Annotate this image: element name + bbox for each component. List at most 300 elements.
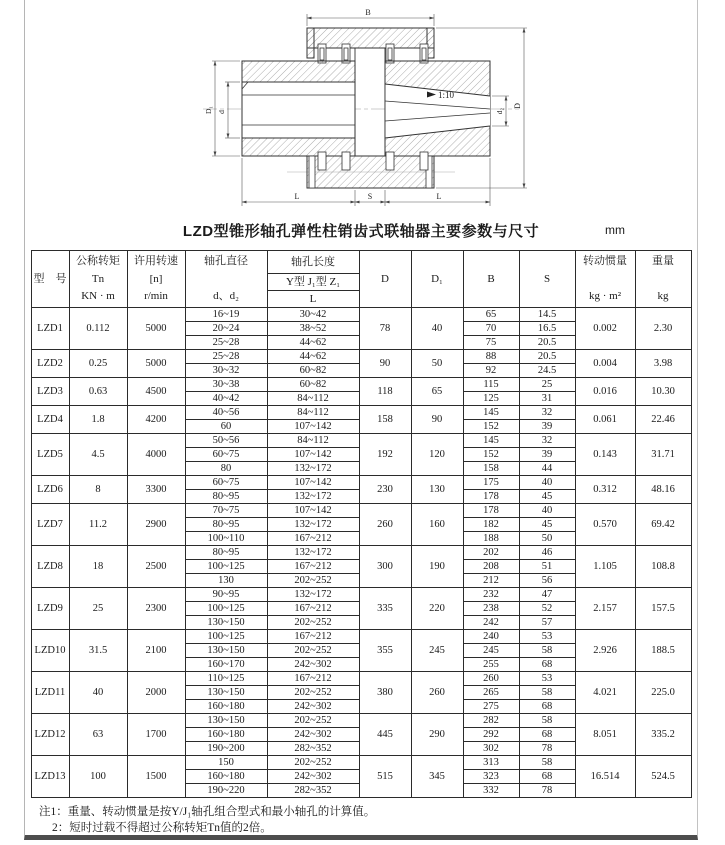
dim-D1-cell: 50 [411,350,463,378]
dim-S-cell: 58 [519,644,575,658]
col-header-inertia [575,251,635,308]
dim-D-cell: 300 [359,546,411,588]
dim-S-cell: 78 [519,784,575,798]
unit-label: mm [605,223,625,237]
bore-len-cell: 44~62 [267,336,359,350]
inertia-cell: 2.157 [575,588,635,630]
torque-cell: 1.8 [69,406,127,434]
inertia-cell: 8.051 [575,714,635,756]
model-group [31,756,691,798]
dim-B-cell: 178 [463,490,519,504]
inertia-cell: 4.021 [575,672,635,714]
torque-cell: 100 [69,756,127,798]
speed-cell: 2100 [127,630,185,672]
table-row [31,378,691,392]
dim-D-cell: 260 [359,504,411,546]
model-cell: LZD8 [31,546,69,588]
dim-B-cell: 212 [463,574,519,588]
inertia-cell: 0.016 [575,378,635,406]
speed-header-line: 许用转速 [134,255,178,268]
bore-len-cell: 202~252 [267,714,359,728]
dim-D-cell: 445 [359,714,411,756]
dim-L-right-label: L [436,192,442,201]
dim-S-cell: 40 [519,476,575,490]
speed-cell: 4500 [127,378,185,406]
bore-dia-cell: 25~28 [185,350,267,364]
bore-len-cell: 202~252 [267,616,359,630]
dim-B-cell: 313 [463,756,519,770]
dim-B-cell: 182 [463,518,519,532]
bore-dia-cell: 80~95 [185,518,267,532]
speed-cell: 2000 [127,672,185,714]
dim-D-cell: 78 [359,308,411,350]
dim-B-cell: 265 [463,686,519,700]
torque-cell: 25 [69,588,127,630]
inertia-cell: 0.143 [575,434,635,476]
left-hub [242,61,355,156]
col-header-D: D [359,251,411,308]
bore-len-cell: 167~212 [267,602,359,616]
model-group [31,350,691,378]
torque-header-line: 公称转矩 [76,255,120,268]
model-group [31,406,691,434]
bore-len-cell: 167~212 [267,630,359,644]
bore-len-cell: 84~112 [267,434,359,448]
bore-dia-cell: 130~150 [185,686,267,700]
speed-cell: 1500 [127,756,185,798]
model-cell: LZD2 [31,350,69,378]
dim-S-cell: 68 [519,728,575,742]
bore-dia-cell: 150 [185,756,267,770]
bore-len-cell: 132~172 [267,588,359,602]
torque-cell: 8 [69,476,127,504]
model-group [31,672,691,714]
bore-len-cell: 38~52 [267,322,359,336]
torque-cell: 40 [69,672,127,714]
dim-S-cell: 53 [519,672,575,686]
bore-len-cell: 282~352 [267,742,359,756]
bore-dia-cell: 25~28 [185,336,267,350]
taper-ratio-label: 1:10 [438,90,455,100]
bore-len-cell: 84~112 [267,392,359,406]
dim-S-label: S [367,192,373,201]
dim-B-cell: 332 [463,784,519,798]
weight-cell: 157.5 [635,588,691,630]
speed-header-line: [n] [149,272,163,285]
dim-S-cell: 58 [519,714,575,728]
dim-D-cell: 515 [359,756,411,798]
bore-dia-cell: 160~180 [185,728,267,742]
bore-len-cell: 242~302 [267,770,359,784]
col-header-S: S [519,251,575,308]
dim-S-cell: 39 [519,420,575,434]
bore-dia-cell: 100~125 [185,560,267,574]
col-header-model: 型 号 [31,251,69,308]
model-cell: LZD11 [31,672,69,714]
weight-cell: 31.71 [635,434,691,476]
dim-D1-cell: 345 [411,756,463,798]
dim-S-cell: 78 [519,742,575,756]
torque-cell: 4.5 [69,434,127,476]
dim-D1 [204,61,240,156]
bore-dia-cell: 100~125 [185,630,267,644]
inertia-cell: 1.105 [575,546,635,588]
dim-D-cell: 158 [359,406,411,434]
torque-header-line: KN · m [81,289,115,302]
speed-cell: 1700 [127,714,185,756]
bore-dia-cell: 100~110 [185,532,267,546]
dim-B-cell: 260 [463,672,519,686]
dim-B-cell: 178 [463,504,519,518]
bore-len-cell: 107~142 [267,420,359,434]
dim-B-cell: 202 [463,546,519,560]
torque-cell: 31.5 [69,630,127,672]
dim-S-cell: 40 [519,504,575,518]
table-notes [39,804,697,836]
model-group [31,630,691,672]
bore-dia-cell: 16~19 [185,308,267,322]
right-hub [385,61,490,156]
bore-dia-cell: 60~75 [185,448,267,462]
dim-L-left-label: L [294,192,300,201]
bore-dia-cell: 100~125 [185,602,267,616]
col-header-torque [69,251,127,308]
col-header-speed [127,251,185,308]
col-header-bore-length-L: L [267,291,359,308]
bore-dia-cell: 190~200 [185,742,267,756]
bore-len-cell: 167~212 [267,532,359,546]
dim-B-cell: 152 [463,448,519,462]
table-row [31,350,691,364]
dim-D1-cell: 120 [411,434,463,476]
table-row [31,714,691,728]
table-row [31,504,691,518]
dim-S-cell: 53 [519,630,575,644]
title-row [25,220,697,242]
dim-D-cell: 380 [359,672,411,714]
dim-B-cell: 175 [463,476,519,490]
dim-d [217,82,240,138]
speed-cell: 4000 [127,434,185,476]
dim-S-cell: 16.5 [519,322,575,336]
bore-len-cell: 202~252 [267,644,359,658]
weight-cell: 48.16 [635,476,691,504]
speed-cell: 3300 [127,476,185,504]
bore-dia-cell: 40~42 [185,392,267,406]
dim-S-cell: 32 [519,406,575,420]
bore-dia-cell: 60~75 [185,476,267,490]
bore-dia-cell: 160~170 [185,658,267,672]
table-row [31,406,691,420]
speed-cell: 2300 [127,588,185,630]
bore-len-cell: 282~352 [267,784,359,798]
bore-len-cell: 60~82 [267,378,359,392]
dim-S-cell: 52 [519,602,575,616]
table-row [31,476,691,490]
dim-D-cell: 335 [359,588,411,630]
bore-len-cell: 132~172 [267,518,359,532]
table-row [31,672,691,686]
bore-dia-header-line: 轴孔直径 [204,255,248,267]
dim-B-cell: 302 [463,742,519,756]
dim-S-cell: 50 [519,532,575,546]
inertia-header-line: kg · m² [588,290,622,302]
dim-D-cell: 230 [359,476,411,504]
torque-cell: 0.63 [69,378,127,406]
dim-S-cell: 31 [519,392,575,406]
bore-dia-cell: 40~56 [185,406,267,420]
dim-S-cell: 20.5 [519,350,575,364]
dim-S-cell: 45 [519,490,575,504]
weight-header-line: 重量 [652,255,674,267]
col-header-bore-length-types: Y型 J₁型 Z₁ [267,274,359,291]
model-group [31,476,691,504]
bore-len-cell: 107~142 [267,476,359,490]
weight-cell: 188.5 [635,630,691,672]
weight-cell: 3.98 [635,350,691,378]
bore-dia-cell: 80~95 [185,546,267,560]
col-header-bore-diameter [185,251,267,308]
model-group [31,588,691,630]
inertia-cell: 2.926 [575,630,635,672]
model-group [31,504,691,546]
dim-S-cell: 58 [519,686,575,700]
bore-dia-cell: 30~32 [185,364,267,378]
dim-S-cell: 47 [519,588,575,602]
dim-S-cell: 44 [519,462,575,476]
spec-table [31,250,692,798]
dim-S-cell: 45 [519,518,575,532]
dim-B-cell: 152 [463,420,519,434]
dim-S-cell: 20.5 [519,336,575,350]
dim-S-cell: 24.5 [519,364,575,378]
model-cell: LZD13 [31,756,69,798]
bore-dia-cell: 80~95 [185,490,267,504]
inertia-header-line: 转动惯量 [583,255,627,267]
dim-d-label: d [217,110,226,114]
bore-dia-cell: 130 [185,574,267,588]
speed-header-line: r/min [144,289,168,302]
dim-B-cell: 238 [463,602,519,616]
bore-dia-cell: 130~150 [185,714,267,728]
bore-dia-cell: 190~220 [185,784,267,798]
weight-cell: 22.46 [635,406,691,434]
weight-cell: 225.0 [635,672,691,714]
bore-len-cell: 84~112 [267,406,359,420]
bore-len-cell: 167~212 [267,672,359,686]
model-cell: LZD4 [31,406,69,434]
weight-cell: 108.8 [635,546,691,588]
model-cell: LZD10 [31,630,69,672]
model-cell: LZD9 [31,588,69,630]
dim-B-cell: 255 [463,658,519,672]
dim-S-cell: 32 [519,434,575,448]
dim-D1-cell: 220 [411,588,463,630]
bore-len-cell: 132~172 [267,462,359,476]
col-header-B: B [463,251,519,308]
table-row [31,588,691,602]
weight-cell: 335.2 [635,714,691,756]
dim-S-cell: 68 [519,700,575,714]
table-row [31,546,691,560]
dim-S-cell: 56 [519,574,575,588]
table-row [31,630,691,644]
bore-len-cell: 242~302 [267,728,359,742]
inertia-cell: 16.514 [575,756,635,798]
dim-B-cell: 115 [463,378,519,392]
speed-cell: 4200 [127,406,185,434]
bore-dia-header-line: d、d₂ [213,290,239,302]
bore-len-cell: 167~212 [267,560,359,574]
dim-S-cell: 39 [519,448,575,462]
model-group [31,546,691,588]
model-group [31,714,691,756]
dim-B-cell: 125 [463,392,519,406]
model-cell: LZD1 [31,308,69,350]
center-web [355,48,385,156]
coupling-cross-section-drawing [187,6,535,214]
dim-D1-label: D₁ [204,105,213,115]
dim-B-label: B [365,8,371,17]
dim-D-cell: 118 [359,378,411,406]
torque-cell: 63 [69,714,127,756]
model-group [31,434,691,476]
dim-B-cell: 232 [463,588,519,602]
dim-B-cell: 282 [463,714,519,728]
bore-len-cell: 107~142 [267,504,359,518]
dim-B-cell: 158 [463,462,519,476]
dim-S-cell: 57 [519,616,575,630]
bore-dia-cell: 80 [185,462,267,476]
bore-dia-cell: 160~180 [185,770,267,784]
dim-D1-cell: 260 [411,672,463,714]
bore-dia-cell: 60 [185,420,267,434]
model-cell: LZD12 [31,714,69,756]
dim-D-cell: 192 [359,434,411,476]
dim-D-cell: 355 [359,630,411,672]
dim-D1-cell: 40 [411,308,463,350]
weight-cell: 69.42 [635,504,691,546]
bore-len-cell: 107~142 [267,448,359,462]
torque-cell: 0.112 [69,308,127,350]
col-header-weight [635,251,691,308]
dim-D1-cell: 290 [411,714,463,756]
col-header-bore-length: 轴孔长度 [267,251,359,274]
dim-B-cell: 75 [463,336,519,350]
table-row [31,308,691,322]
model-group [31,308,691,350]
dim-B-cell: 208 [463,560,519,574]
bore-dia-cell: 110~125 [185,672,267,686]
model-group [31,378,691,406]
inertia-cell: 0.061 [575,406,635,434]
weight-header-line: kg [657,290,669,302]
dim-D1-cell: 245 [411,630,463,672]
dim-B-cell: 275 [463,700,519,714]
dim-D1-cell: 190 [411,546,463,588]
inertia-cell: 0.312 [575,476,635,504]
dim-S-cell: 68 [519,658,575,672]
dim-B-cell: 92 [463,364,519,378]
weight-cell: 10.30 [635,378,691,406]
dim-B-cell: 323 [463,770,519,784]
model-cell: LZD7 [31,504,69,546]
speed-cell: 5000 [127,308,185,350]
inertia-cell: 0.002 [575,308,635,350]
bore-len-cell: 242~302 [267,700,359,714]
dim-S-cell: 68 [519,770,575,784]
inertia-cell: 0.004 [575,350,635,378]
col-header-D1: D₁ [411,251,463,308]
model-cell: LZD5 [31,434,69,476]
dim-B-cell: 65 [463,308,519,322]
dim-S-cell: 58 [519,756,575,770]
note-line: 注1：重量、转动惯量是按Y/J₁轴孔组合型式和最小轴孔的计算值。 [39,806,376,818]
dim-B-cell: 240 [463,630,519,644]
dim-D1-cell: 65 [411,378,463,406]
page-frame [24,0,698,840]
model-cell: LZD3 [31,378,69,406]
note-line: 2：短时过载不得超过公称转矩Tn值的2倍。 [52,822,272,834]
bore-len-cell: 44~62 [267,350,359,364]
dim-B [307,8,434,26]
inertia-cell: 0.570 [575,504,635,546]
bore-dia-cell: 160~180 [185,700,267,714]
bore-len-cell: 202~252 [267,756,359,770]
dim-B-cell: 145 [463,406,519,420]
bore-dia-cell: 30~38 [185,378,267,392]
bore-len-cell: 60~82 [267,364,359,378]
bore-dia-cell: 50~56 [185,434,267,448]
bore-dia-cell: 130~150 [185,616,267,630]
table-row [31,434,691,448]
bore-len-cell: 132~172 [267,490,359,504]
bore-dia-cell: 130~150 [185,644,267,658]
dim-S-cell: 14.5 [519,308,575,322]
dim-S-cell: 25 [519,378,575,392]
page-title: LZD型锥形轴孔弹性柱销齿式联轴器主要参数与尺寸 [182,223,540,240]
bore-len-cell: 202~252 [267,686,359,700]
dim-D-cell: 90 [359,350,411,378]
torque-header-line: Tn [91,272,105,285]
bore-dia-cell: 90~95 [185,588,267,602]
bore-dia-cell: 20~24 [185,322,267,336]
dim-B-cell: 292 [463,728,519,742]
bore-len-cell: 30~42 [267,308,359,322]
weight-cell: 524.5 [635,756,691,798]
torque-cell: 11.2 [69,504,127,546]
dim-B-cell: 245 [463,644,519,658]
weight-cell: 2.30 [635,308,691,350]
dim-S-cell: 46 [519,546,575,560]
dim-B-cell: 145 [463,434,519,448]
bore-dia-cell: 70~75 [185,504,267,518]
dim-d2-label: d₂ [495,107,504,115]
table-header [31,251,691,308]
dim-D1-cell: 90 [411,406,463,434]
speed-cell: 2900 [127,504,185,546]
torque-cell: 0.25 [69,350,127,378]
dim-B-cell: 70 [463,322,519,336]
dim-D-label: D [513,103,522,109]
torque-cell: 18 [69,546,127,588]
bore-len-cell: 202~252 [267,574,359,588]
dim-B-cell: 88 [463,350,519,364]
dim-d2 [492,96,509,126]
model-cell: LZD6 [31,476,69,504]
speed-cell: 2500 [127,546,185,588]
dim-B-cell: 188 [463,532,519,546]
